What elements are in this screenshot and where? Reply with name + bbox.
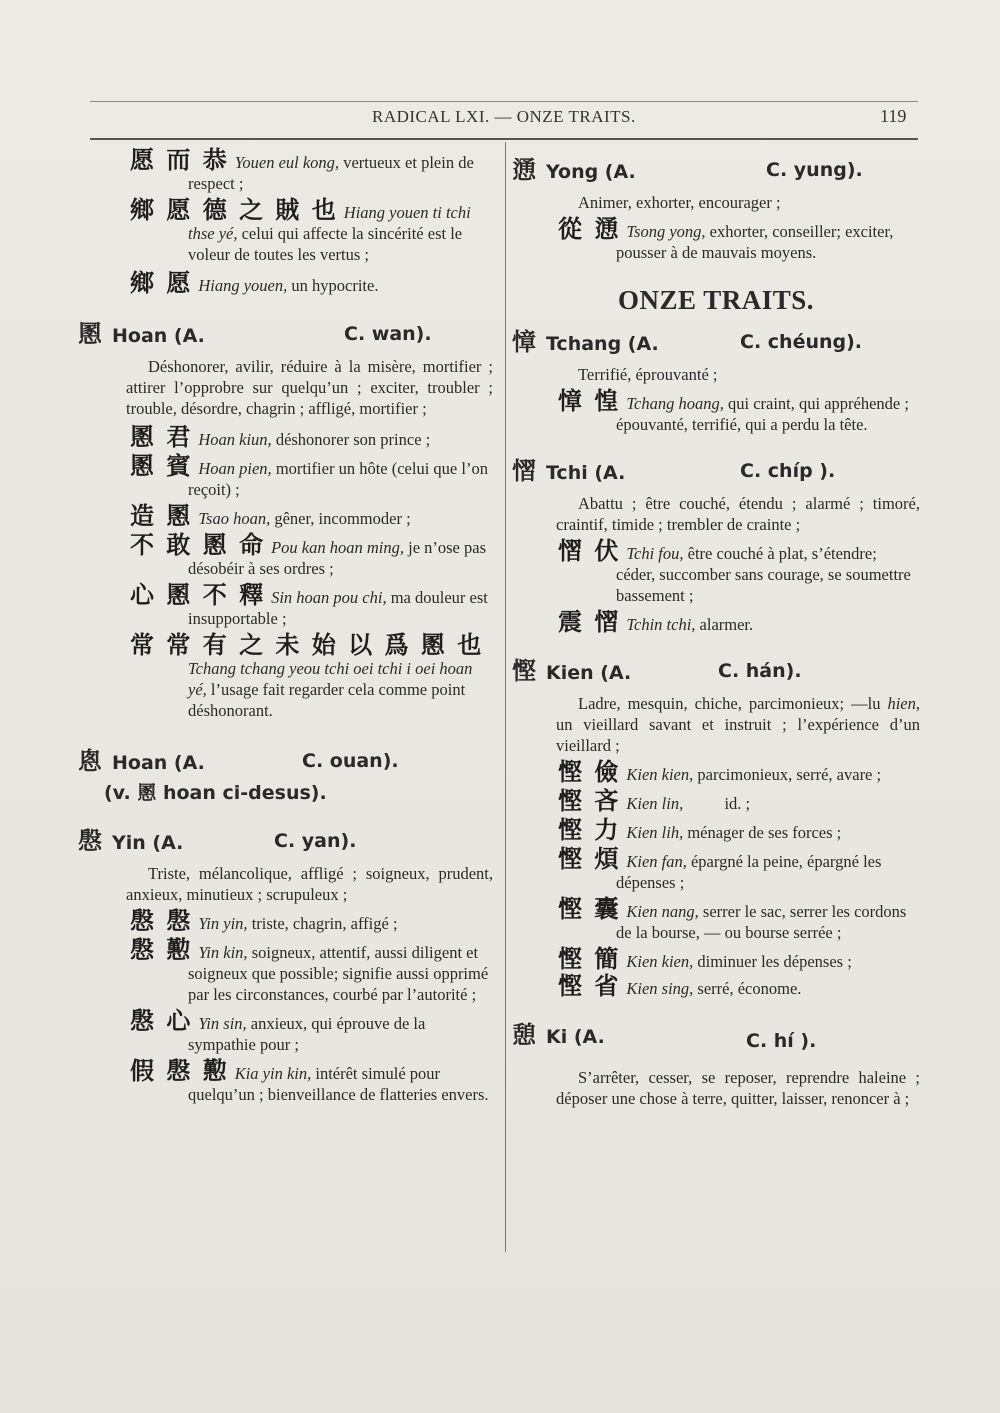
entry-head-yong: 慂 Yong (A. C. yung). [512, 156, 863, 184]
example-entry: 鄉 愿 德 之 賊 也 Hiang youen ti tchi thse yé, celui qui affecte la sincérité est le voleur de toutes les vertus ; [130, 196, 471, 264]
entry-head-tchi: 慴 Tchi (A. C. chíp ). [512, 457, 836, 485]
cross-reference: (v. 慁 hoan ci-desus). [104, 782, 327, 804]
example-entry: 慇 慇 Yin yin, triste, chagrin, affigé ; [130, 907, 398, 935]
example-entry: 慁 君 Hoan kiun, déshonorer son prince ; [130, 423, 431, 451]
example-entry: 慁 賓 Hoan pien, mortifier un hôte (celui que l’on reçoit) ; [130, 452, 488, 499]
top-rule [90, 101, 918, 102]
entry-head-hoan: 慁 Hoan (A. C. wan). [78, 320, 432, 348]
example-entry: 慳 儉 Kien kien, parcimonieux, serré, avare ; [558, 758, 882, 786]
example-entry: 震 慴 Tchin tchi, alarmer. [558, 608, 754, 636]
example-entry: 慴 伏 Tchi fou, être couché à plat, s’étendre; céder, succomber sans courage, se soumettre bassement ; [558, 537, 911, 605]
column-divider [505, 142, 506, 1252]
definition: S’arrêter, cesser, se reposer, reprendre haleine ; déposer une chose à terre, quitter, laisser, renoncer à ; [556, 1068, 920, 1108]
definition: Animer, exhorter, encourager ; [578, 193, 781, 212]
example-entry: 不 敢 慁 命 Pou kan hoan ming, je n’ose pas désobéir à ses ordres ; [130, 531, 487, 578]
example-entry: 鄉 愿 Hiang youen, un hypocrite. [130, 269, 379, 297]
entry-head-tchang: 慞 Tchang (A. C. chéung). [512, 328, 863, 356]
example-entry: 慳 吝 Kien lin, id. ; [558, 787, 751, 815]
page-number: 119 [880, 106, 907, 126]
section-title: ONZE TRAITS. [617, 285, 815, 315]
right-column [512, 150, 920, 1109]
example-entry: 慇 心 Yin sin, anxieux, qui éprouve de la sympathie pour ; [130, 1007, 426, 1054]
example-entry: 從 慂 Tsong yong, exhorter, conseiller; exciter, pousser à de mauvais moyens. [558, 215, 894, 262]
example-entry: 愿 而 恭 Youen eul kong, vertueux et plein de respect ; [130, 146, 474, 193]
example-entry: 慞 惶 Tchang hoang, qui craint, qui appréhende ; épouvanté, terrifié, qui a perdu la tête. [558, 387, 909, 434]
example-entry: 假 慇 懃 Kia yin kin, intérêt simulé pour quelqu’un ; bienveillance de flatteries envers. [130, 1057, 489, 1104]
definition: Triste, mélancolique, affligé ; soigneux, prudent, anxieux, minutieux ; scrupuleux ; [126, 864, 493, 904]
example-entry: 心 慁 不 釋 Sin hoan pou chi, ma douleur est insupportable ; [130, 581, 488, 628]
entry-head-ki: 憩 Ki (A. C. hí ). [512, 1021, 817, 1052]
definition: Ladre, mesquin, chiche, parcimonieux; —lu hien, un vieillard savant et instruit ; l’expérience d’un vieillard ; [556, 694, 920, 755]
header-rule [90, 138, 918, 140]
example-entry: 慳 力 Kien lih, ménager de ses forces ; [558, 816, 842, 844]
running-head: RADICAL LXI. — ONZE TRAITS. [372, 107, 636, 126]
example-entry: 造 慁 Tsao hoan, gêner, incommoder ; [130, 502, 411, 530]
example-entry: 慳 囊 Kien nang, serrer le sac, serrer les cordons de la bourse, — ou bourse serrée ; [558, 895, 907, 942]
example-entry: 慳 煩 Kien fan, épargné la peine, épargné les dépenses ; [558, 845, 882, 892]
left-column [78, 146, 493, 1105]
entry-head-hoan2: 悤 Hoan (A. C. ouan). [78, 747, 399, 775]
example-entry: 常 常 有 之 未 始 以 爲 慁 也Tchang tchang yeou tchi oei tchi i oei hoan yé, l’usage fait regarder cela comme point déshonorant. [130, 631, 484, 720]
definition: Déshonorer, avilir, réduire à la misère, mortifier ; attirer l’opprobre sur quelqu’un ; exciter, troubler ; trouble, désordre, chagrin ; affligé, mortifier ; [126, 357, 493, 418]
entry-head-kien: 慳 Kien (A. C. hán). [512, 657, 802, 685]
definition: Terrifié, éprouvanté ; [578, 365, 718, 384]
example-entry: 慳 省 Kien sing, serré, économe. [558, 972, 802, 1000]
example-entry: 慇 懃 Yin kin, soigneux, attentif, aussi diligent et soigneux que possible; signifie aussi opprimé par les circonstances, courbé par l’autorité ; [130, 936, 489, 1004]
definition: Abattu ; être couché, étendu ; alarmé ; timoré, craintif, timide ; trembler de crainte ; [556, 494, 920, 534]
example-entry: 慳 簡 Kien kien, diminuer les dépenses ; [558, 945, 852, 973]
entry-head-yin: 慇 Yin (A. C. yan). [78, 827, 357, 855]
